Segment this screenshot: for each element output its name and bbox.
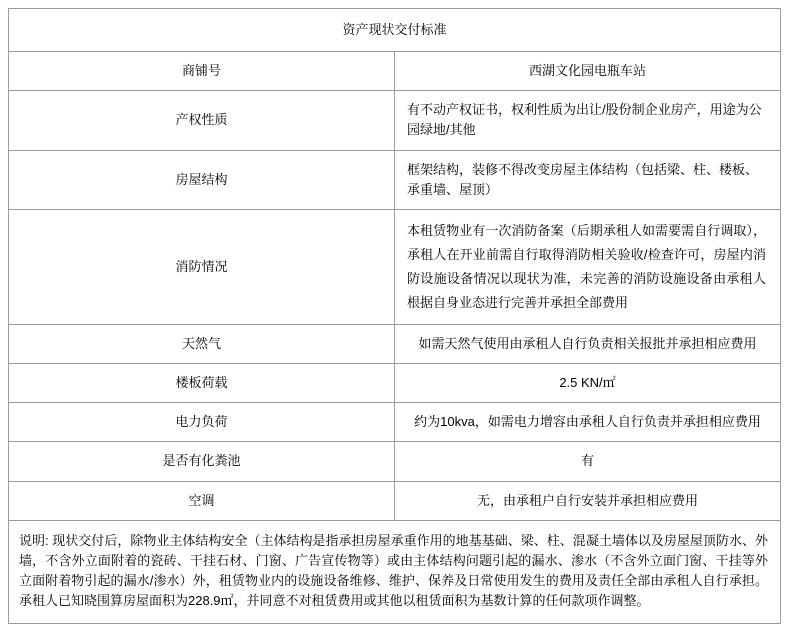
row-label-septic-tank: 是否有化粪池 xyxy=(9,442,395,481)
row-label-air-conditioning: 空调 xyxy=(9,481,395,520)
row-value-shop-number: 西湖文化园电瓶车站 xyxy=(395,52,781,91)
row-value-property-nature: 有不动产权证书，权利性质为出让/股份制企业房产，用途为公园绿地/其他 xyxy=(395,91,781,150)
table-body xyxy=(9,9,781,624)
row-label-building-structure: 房屋结构 xyxy=(9,150,395,209)
row-value-power-load: 约为10kva，如需电力增容由承租人自行负责并承担相应费用 xyxy=(395,403,781,442)
row-label-property-nature: 产权性质 xyxy=(9,91,395,150)
row-label-fire-protection: 消防情况 xyxy=(9,209,395,324)
table-row xyxy=(9,364,781,403)
row-value-floor-load: 2.5 KN/㎡ xyxy=(395,364,781,403)
document-title: 资产现状交付标准 xyxy=(9,9,781,52)
row-value-natural-gas: 如需天然气使用由承租人自行负责相关报批并承担相应费用 xyxy=(395,325,781,364)
table-row xyxy=(9,403,781,442)
row-value-fire-protection: 本租赁物业有一次消防备案（后期承租人如需要需自行调取），承租人在开业前需自行取得消防相关验收/检查许可，房屋内消防设施设备情况以现状为准，未完善的消防设施设备由承租人根据自身业态进行完善并承担全部费用 xyxy=(395,209,781,324)
table-row xyxy=(9,325,781,364)
row-label-natural-gas: 天然气 xyxy=(9,325,395,364)
table-title-row xyxy=(9,9,781,52)
row-value-building-structure: 框架结构，装修不得改变房屋主体结构（包括梁、柱、楼板、承重墙、屋顶） xyxy=(395,150,781,209)
delivery-note: 说明: 现状交付后，除物业主体结构安全（主体结构是指承担房屋承重作用的地基基础、梁、柱、混凝土墙体以及房屋屋顶防水、外墙，不含外立面附着的瓷砖、干挂石材、门窗、广告宣传物等）或由主体结构问题引起的漏水、渗水（不含外立面门窗、干挂等外立面附着物引起的漏水/渗水）外，租赁物业内的设施设备维修、维护、保养及日常使用发生的费用及责任全部由承租人自行承担。承租人已知晓围算房屋面积为228.9㎡，并同意不对租赁费用或其他以租赁面积为基数计算的任何款项作调整。 xyxy=(9,520,781,624)
table-row xyxy=(9,442,781,481)
table-row xyxy=(9,91,781,150)
row-label-floor-load: 楼板荷载 xyxy=(9,364,395,403)
row-value-septic-tank: 有 xyxy=(395,442,781,481)
table-row xyxy=(9,481,781,520)
table-note-row xyxy=(9,520,781,624)
table-row xyxy=(9,150,781,209)
row-label-power-load: 电力负荷 xyxy=(9,403,395,442)
table-row xyxy=(9,52,781,91)
row-value-air-conditioning: 无，由承租户自行安装并承担相应费用 xyxy=(395,481,781,520)
row-label-shop-number: 商铺号 xyxy=(9,52,395,91)
table-row xyxy=(9,209,781,324)
asset-delivery-standard-table xyxy=(8,8,781,624)
